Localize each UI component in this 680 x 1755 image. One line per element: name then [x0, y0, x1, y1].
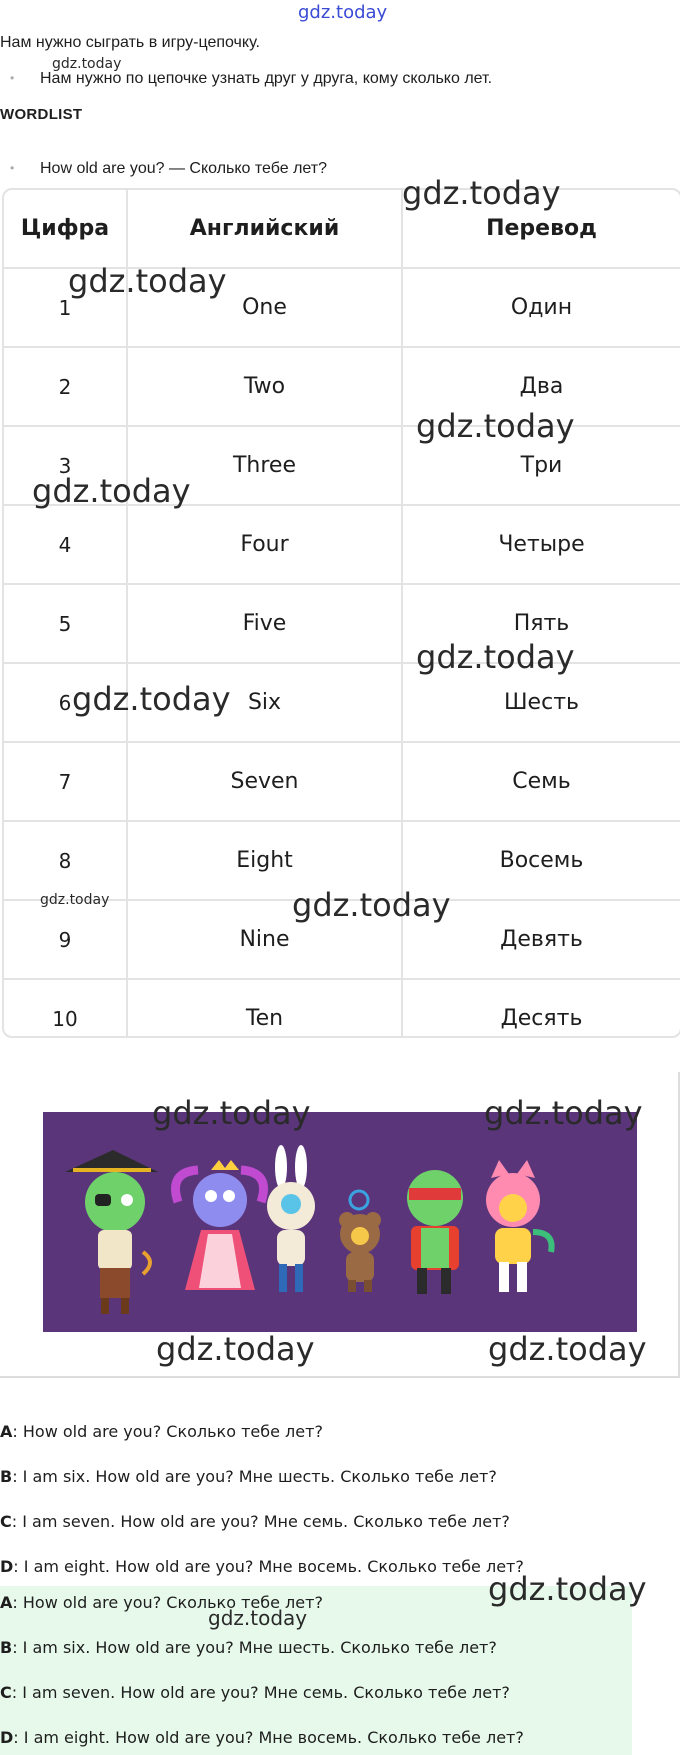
speaker-label: C — [0, 1683, 12, 1702]
table-row — [4, 505, 680, 584]
cell-digit: 6 — [4, 663, 127, 742]
table-row — [4, 979, 680, 1038]
cell-translation: Два — [402, 347, 680, 426]
watermark: gdz.today — [152, 1094, 311, 1132]
pirate-character — [65, 1150, 158, 1314]
watermark: gdz.today — [32, 472, 191, 510]
dialogue-text: : I am seven. How old are you? Мне семь. Сколько тебе лет? — [11, 1512, 510, 1531]
princess-character — [176, 1160, 264, 1290]
ninja-turtle-character — [407, 1170, 463, 1294]
cell-translation: Семь — [402, 742, 680, 821]
answer-line — [0, 1638, 497, 1657]
cell-digit: 9 — [4, 900, 127, 979]
answer-line — [0, 1683, 510, 1702]
cell-digit: 1 — [4, 268, 127, 347]
cell-english: Three — [127, 426, 402, 505]
dialogue-line — [0, 1422, 323, 1441]
watermark: gdz.today — [402, 174, 561, 212]
cell-english: One — [127, 268, 402, 347]
watermark: gdz.today — [52, 56, 122, 72]
watermark: gdz.today — [40, 892, 110, 908]
watermark: gdz.today — [292, 886, 451, 924]
table-row — [4, 742, 680, 821]
speaker-label: A — [0, 1422, 13, 1441]
bullet-item — [18, 160, 327, 178]
cell-english: Four — [127, 505, 402, 584]
cell-digit: 4 — [4, 505, 127, 584]
cell-english: Ten — [127, 979, 402, 1038]
cell-digit: 2 — [4, 347, 127, 426]
cell-digit: 7 — [4, 742, 127, 821]
cell-english: Nine — [127, 900, 402, 979]
cell-translation: Пять — [402, 584, 680, 663]
answer-text: : I am six. How old are you? Мне шесть. Сколько тебе лет? — [12, 1638, 497, 1657]
table-header-row — [4, 190, 680, 268]
bear-character — [339, 1191, 381, 1292]
bullet-item — [18, 70, 492, 88]
watermark: gdz.today — [156, 1330, 315, 1368]
watermark: gdz.today — [488, 1330, 647, 1368]
speaker-label: D — [0, 1728, 14, 1747]
table-row — [4, 584, 680, 663]
cell-translation: Три — [402, 426, 680, 505]
characters-svg — [43, 1112, 637, 1332]
header-english: Английский — [127, 190, 402, 268]
watermark: gdz.today — [208, 1606, 308, 1630]
bullet-text: Нам нужно по цепочке узнать друг у друга, кому сколько лет. — [40, 70, 493, 87]
dialogue-text: : I am eight. How old are you? Мне восемь. Сколько тебе лет? — [13, 1557, 524, 1576]
speaker-label: C — [0, 1512, 12, 1531]
dialogue-text: : How old are you? Сколько тебе лет? — [12, 1422, 323, 1441]
cell-digit: 5 — [4, 584, 127, 663]
dialogue-line — [0, 1557, 524, 1576]
table-row — [4, 347, 680, 426]
watermark: gdz.today — [484, 1094, 643, 1132]
cell-translation: Девять — [402, 900, 680, 979]
bullet-text: How old are you? — Сколько тебе лет? — [40, 160, 328, 177]
watermark: gdz.today — [416, 638, 575, 676]
cell-digit: 3 — [4, 426, 127, 505]
header-digit: Цифра — [4, 190, 127, 268]
cell-translation: Шесть — [402, 663, 680, 742]
cell-translation: Четыре — [402, 505, 680, 584]
header-translation: Перевод — [402, 190, 680, 268]
cell-translation: Восемь — [402, 821, 680, 900]
speaker-label: B — [0, 1467, 13, 1486]
answer-text: : How old are you? Сколько тебе лет? — [12, 1593, 323, 1612]
cell-english: Two — [127, 347, 402, 426]
cell-english: Five — [127, 584, 402, 663]
speaker-label: A — [0, 1593, 13, 1612]
answer-line — [0, 1728, 524, 1747]
cell-digit: 8 — [4, 821, 127, 900]
speaker-label: D — [0, 1557, 14, 1576]
pink-cat-character — [486, 1160, 552, 1292]
watermark-top: gdz.today — [298, 2, 388, 23]
wordlist-heading: WORDLIST — [0, 106, 83, 123]
speaker-label: B — [0, 1638, 13, 1657]
answer-text: : I am eight. How old are you? Мне восемь. Сколько тебе лет? — [13, 1728, 524, 1747]
cell-english: Seven — [127, 742, 402, 821]
dialogue-line — [0, 1467, 497, 1486]
answer-text: : I am seven. How old are you? Мне семь. Сколько тебе лет? — [11, 1683, 510, 1702]
intro-text: Нам нужно сыграть в игру-цепочку. — [0, 34, 260, 51]
watermark: gdz.today — [72, 680, 231, 718]
watermark: gdz.today — [488, 1570, 647, 1608]
cell-english: Six — [127, 663, 402, 742]
bunny-character — [267, 1145, 315, 1292]
cell-translation: Десять — [500, 1006, 583, 1031]
cell-digit: 10 — [4, 979, 127, 1038]
dialogue-line — [0, 1512, 510, 1531]
cell-translation: Один — [402, 268, 680, 347]
watermark: gdz.today — [68, 262, 227, 300]
dialogue-text: : I am six. How old are you? Мне шесть. Сколько тебе лет? — [12, 1467, 497, 1486]
watermark: gdz.today — [416, 407, 575, 445]
characters-illustration — [43, 1112, 637, 1332]
cell-english: Eight — [127, 821, 402, 900]
